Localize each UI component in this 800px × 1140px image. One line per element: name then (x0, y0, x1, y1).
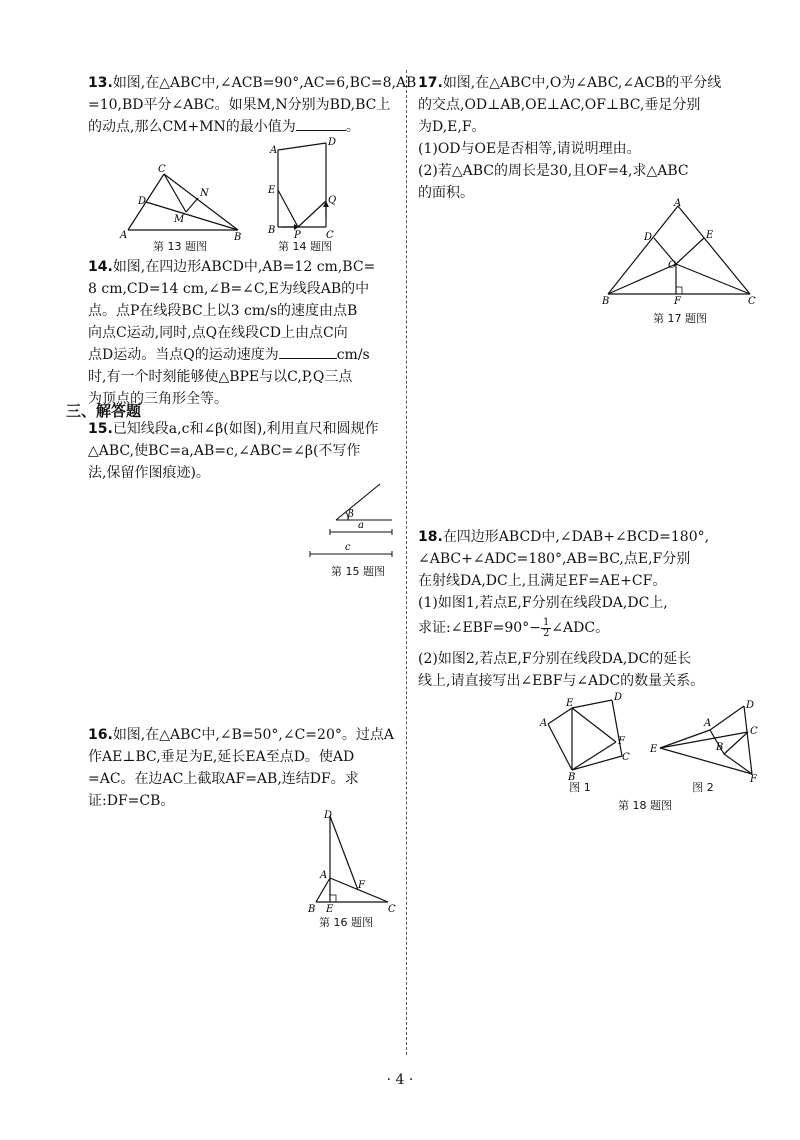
svg-text:E: E (326, 904, 334, 915)
problem-number: 15. (88, 421, 113, 437)
problem-text: 法,保留作图痕迹)。 (88, 465, 210, 481)
figure-15-caption: 第 15 题图 (331, 565, 385, 578)
figure-13 (118, 160, 248, 243)
figure-18-caption: 第 18 题图 (618, 799, 672, 812)
svg-text:C: C (326, 230, 334, 241)
problem-text: =AC。在边AC上截取AF=AB,连结DF。求 (88, 771, 359, 787)
problem-14: 14.如图,在四边形ABCD中,AB=12 cm,BC= 8 cm,CD=14 cm,∠B=∠C,E为线段AB的中 点。点P在线段BC上以3 cm/s的速度由点B 向点C运动,同时,点Q在线段CD上由点C向 点D运动。当点Q的运动速度为 cm/s 时,有一个时刻能够使△BPE与以C,P,Q三点 为顶点的三角形全等。 (88, 256, 398, 410)
svg-text:β: β (348, 509, 354, 520)
problem-number: 13. (88, 75, 113, 91)
figure-18-1 (538, 692, 638, 783)
problem-text: 的动点,那么CM+MN的最小值为 (88, 119, 296, 135)
svg-text:D: D (644, 232, 653, 243)
problem-text: 如图,在△ABC中,∠B=50°,∠C=20°。过点A (112, 727, 394, 743)
svg-text:E: E (650, 744, 658, 755)
svg-text:E: E (566, 698, 574, 709)
svg-text:A: A (320, 870, 328, 881)
svg-text:C: C (388, 904, 396, 915)
problem-number: 16. (88, 727, 113, 743)
problem-18: 18.在四边形ABCD中,∠DAB+∠BCD=180°, ∠ABC+∠ADC=180°,AB=BC,点E,F分别 在射线DA,DC上,且满足EF=AE+CF。 (1)如图1,若点E,F分别在线段DA,DC上, 求证:∠EBF=90°− $\frac{1}{2}$ ∠ADC。 (2)如图2,若点E,F分别在线段DA,DC的延长 线上,请直接写出∠EBF与∠ADC的数量关系。 (418, 526, 763, 692)
problem-number: 18. (418, 529, 443, 545)
svg-text:D: D (328, 137, 337, 148)
svg-text:B: B (602, 296, 610, 307)
problem-text: 向点C运动,同时,点Q在线段CD上由点C向 (88, 325, 348, 341)
figure-15 (300, 480, 400, 560)
svg-text:A: A (674, 198, 682, 209)
figure-18-1-label: 图 1 (569, 781, 591, 794)
proof-statement: 求证:∠EBF=90°− (418, 620, 541, 636)
problem-text: ∠ABC+∠ADC=180°,AB=BC,点E,F分别 (418, 551, 691, 567)
problem-text: (2)如图2,若点E,F分别在线段DA,DC的延长 (418, 651, 692, 667)
svg-text:A: A (704, 718, 712, 729)
problem-15 (88, 418, 398, 484)
problem-text: 如图,在四边形ABCD中,AB=12 cm,BC= (112, 259, 376, 275)
svg-text:F: F (618, 736, 625, 747)
svg-text:E: E (268, 185, 276, 196)
problem-text: 为D,E,F。 (418, 119, 486, 135)
column-divider (406, 70, 407, 1055)
problem-text: (2)若△ABC的周长是30,且OF=4,求△ABC (418, 163, 689, 179)
problem-text: =10,BD平分∠ABC。如果M,N分别为BD,BC上 (88, 97, 391, 113)
figure-18-2-label: 图 2 (692, 781, 714, 794)
problem-text: 的交点,OD⊥AB,OE⊥AC,OF⊥BC,垂足分别 (418, 97, 701, 113)
svg-text:B: B (716, 742, 724, 753)
problem-text: (1)OD与OE是否相等,请说明理由。 (418, 141, 641, 157)
svg-text:M: M (174, 214, 185, 225)
problem-text: 点D运动。当点Q的运动速度为 (88, 347, 279, 363)
svg-text:D: D (614, 692, 623, 703)
svg-text:F: F (750, 774, 757, 785)
figure-16-caption: 第 16 题图 (319, 916, 373, 929)
svg-text:B: B (568, 772, 576, 783)
problem-16 (88, 724, 398, 812)
figure-14 (264, 135, 344, 240)
answer-blank[interactable] (279, 344, 337, 359)
problem-17 (418, 72, 763, 204)
svg-text:F: F (674, 296, 681, 307)
problem-text: 8 cm,CD=14 cm,∠B=∠C,E为线段AB的中 (88, 281, 370, 297)
problem-number: 14. (88, 259, 113, 275)
svg-text:D: D (746, 700, 755, 711)
problem-text: △ABC,使BC=a,AB=c,∠ABC=∠β(不写作 (88, 443, 361, 459)
svg-text:A: A (540, 718, 548, 729)
svg-text:C: C (748, 296, 756, 307)
svg-text:C: C (622, 752, 630, 763)
figure-13-caption: 第 13 题图 (153, 240, 207, 253)
svg-text:D: D (324, 810, 333, 821)
svg-text:P: P (294, 230, 301, 241)
problem-text: 的面积。 (418, 185, 474, 201)
problem-text: 在射线DA,DC上,且满足EF=AE+CF。 (418, 573, 667, 589)
figure-18-2 (646, 700, 764, 785)
svg-text:N: N (200, 188, 209, 199)
svg-text:D: D (138, 196, 147, 207)
problem-text: 证:DF=CB。 (88, 793, 175, 809)
problem-number: 17. (418, 75, 443, 91)
problem-text: 时,有一个时刻能够使△BPE与以C,P,Q三点 (88, 369, 353, 385)
svg-text:A: A (270, 145, 278, 156)
problem-text: 如图,在△ABC中,O为∠ABC,∠ACB的平分线 (442, 75, 722, 91)
figure-14-caption: 第 14 题图 (278, 240, 332, 253)
svg-text:C: C (750, 726, 758, 737)
svg-text:c: c (345, 542, 351, 553)
svg-text:E: E (706, 230, 714, 241)
fraction-one-half: $\frac{1}{2}$ (542, 616, 550, 639)
svg-text:C: C (158, 164, 166, 175)
problem-text: (1)如图1,若点E,F分别在线段DA,DC上, (418, 595, 668, 611)
problem-text: 线上,请直接写出∠EBF与∠ADC的数量关系。 (418, 673, 705, 689)
svg-text:B: B (268, 225, 276, 236)
section-heading: 三、解答题 (66, 402, 142, 420)
figure-16 (304, 808, 396, 915)
problem-text: 点。点P在线段BC上以3 cm/s的速度由点B (88, 303, 358, 319)
svg-text:Q: Q (328, 195, 337, 206)
svg-text:B: B (308, 904, 316, 915)
svg-text:A: A (120, 230, 128, 241)
problem-text: 如图,在△ABC中,∠ACB=90°,AC=6,BC=8,AB (112, 75, 417, 91)
figure-17-caption: 第 17 题图 (653, 312, 707, 325)
svg-text:a: a (358, 520, 364, 531)
svg-text:F: F (358, 880, 365, 891)
answer-blank[interactable] (296, 116, 346, 131)
svg-text:O: O (668, 260, 677, 271)
svg-text:B: B (234, 232, 242, 243)
problem-text: 为顶点的三角形全等。 (88, 391, 228, 407)
problem-text: 在四边形ABCD中,∠DAB+∠BCD=180°, (442, 529, 710, 545)
page-number: · 4 · (386, 1072, 414, 1088)
problem-text: 已知线段a,c和∠β(如图),利用直尺和圆规作 (112, 421, 379, 437)
problem-13: 13.如图,在△ABC中,∠ACB=90°,AC=6,BC=8,AB =10,BD平分∠ABC。如果M,N分别为BD,BC上 的动点,那么CM+MN的最小值为 。 (88, 75, 417, 135)
figure-17 (598, 196, 763, 306)
problem-text: 作AE⊥BC,垂足为E,延长EA至点D。使AD (88, 749, 355, 765)
